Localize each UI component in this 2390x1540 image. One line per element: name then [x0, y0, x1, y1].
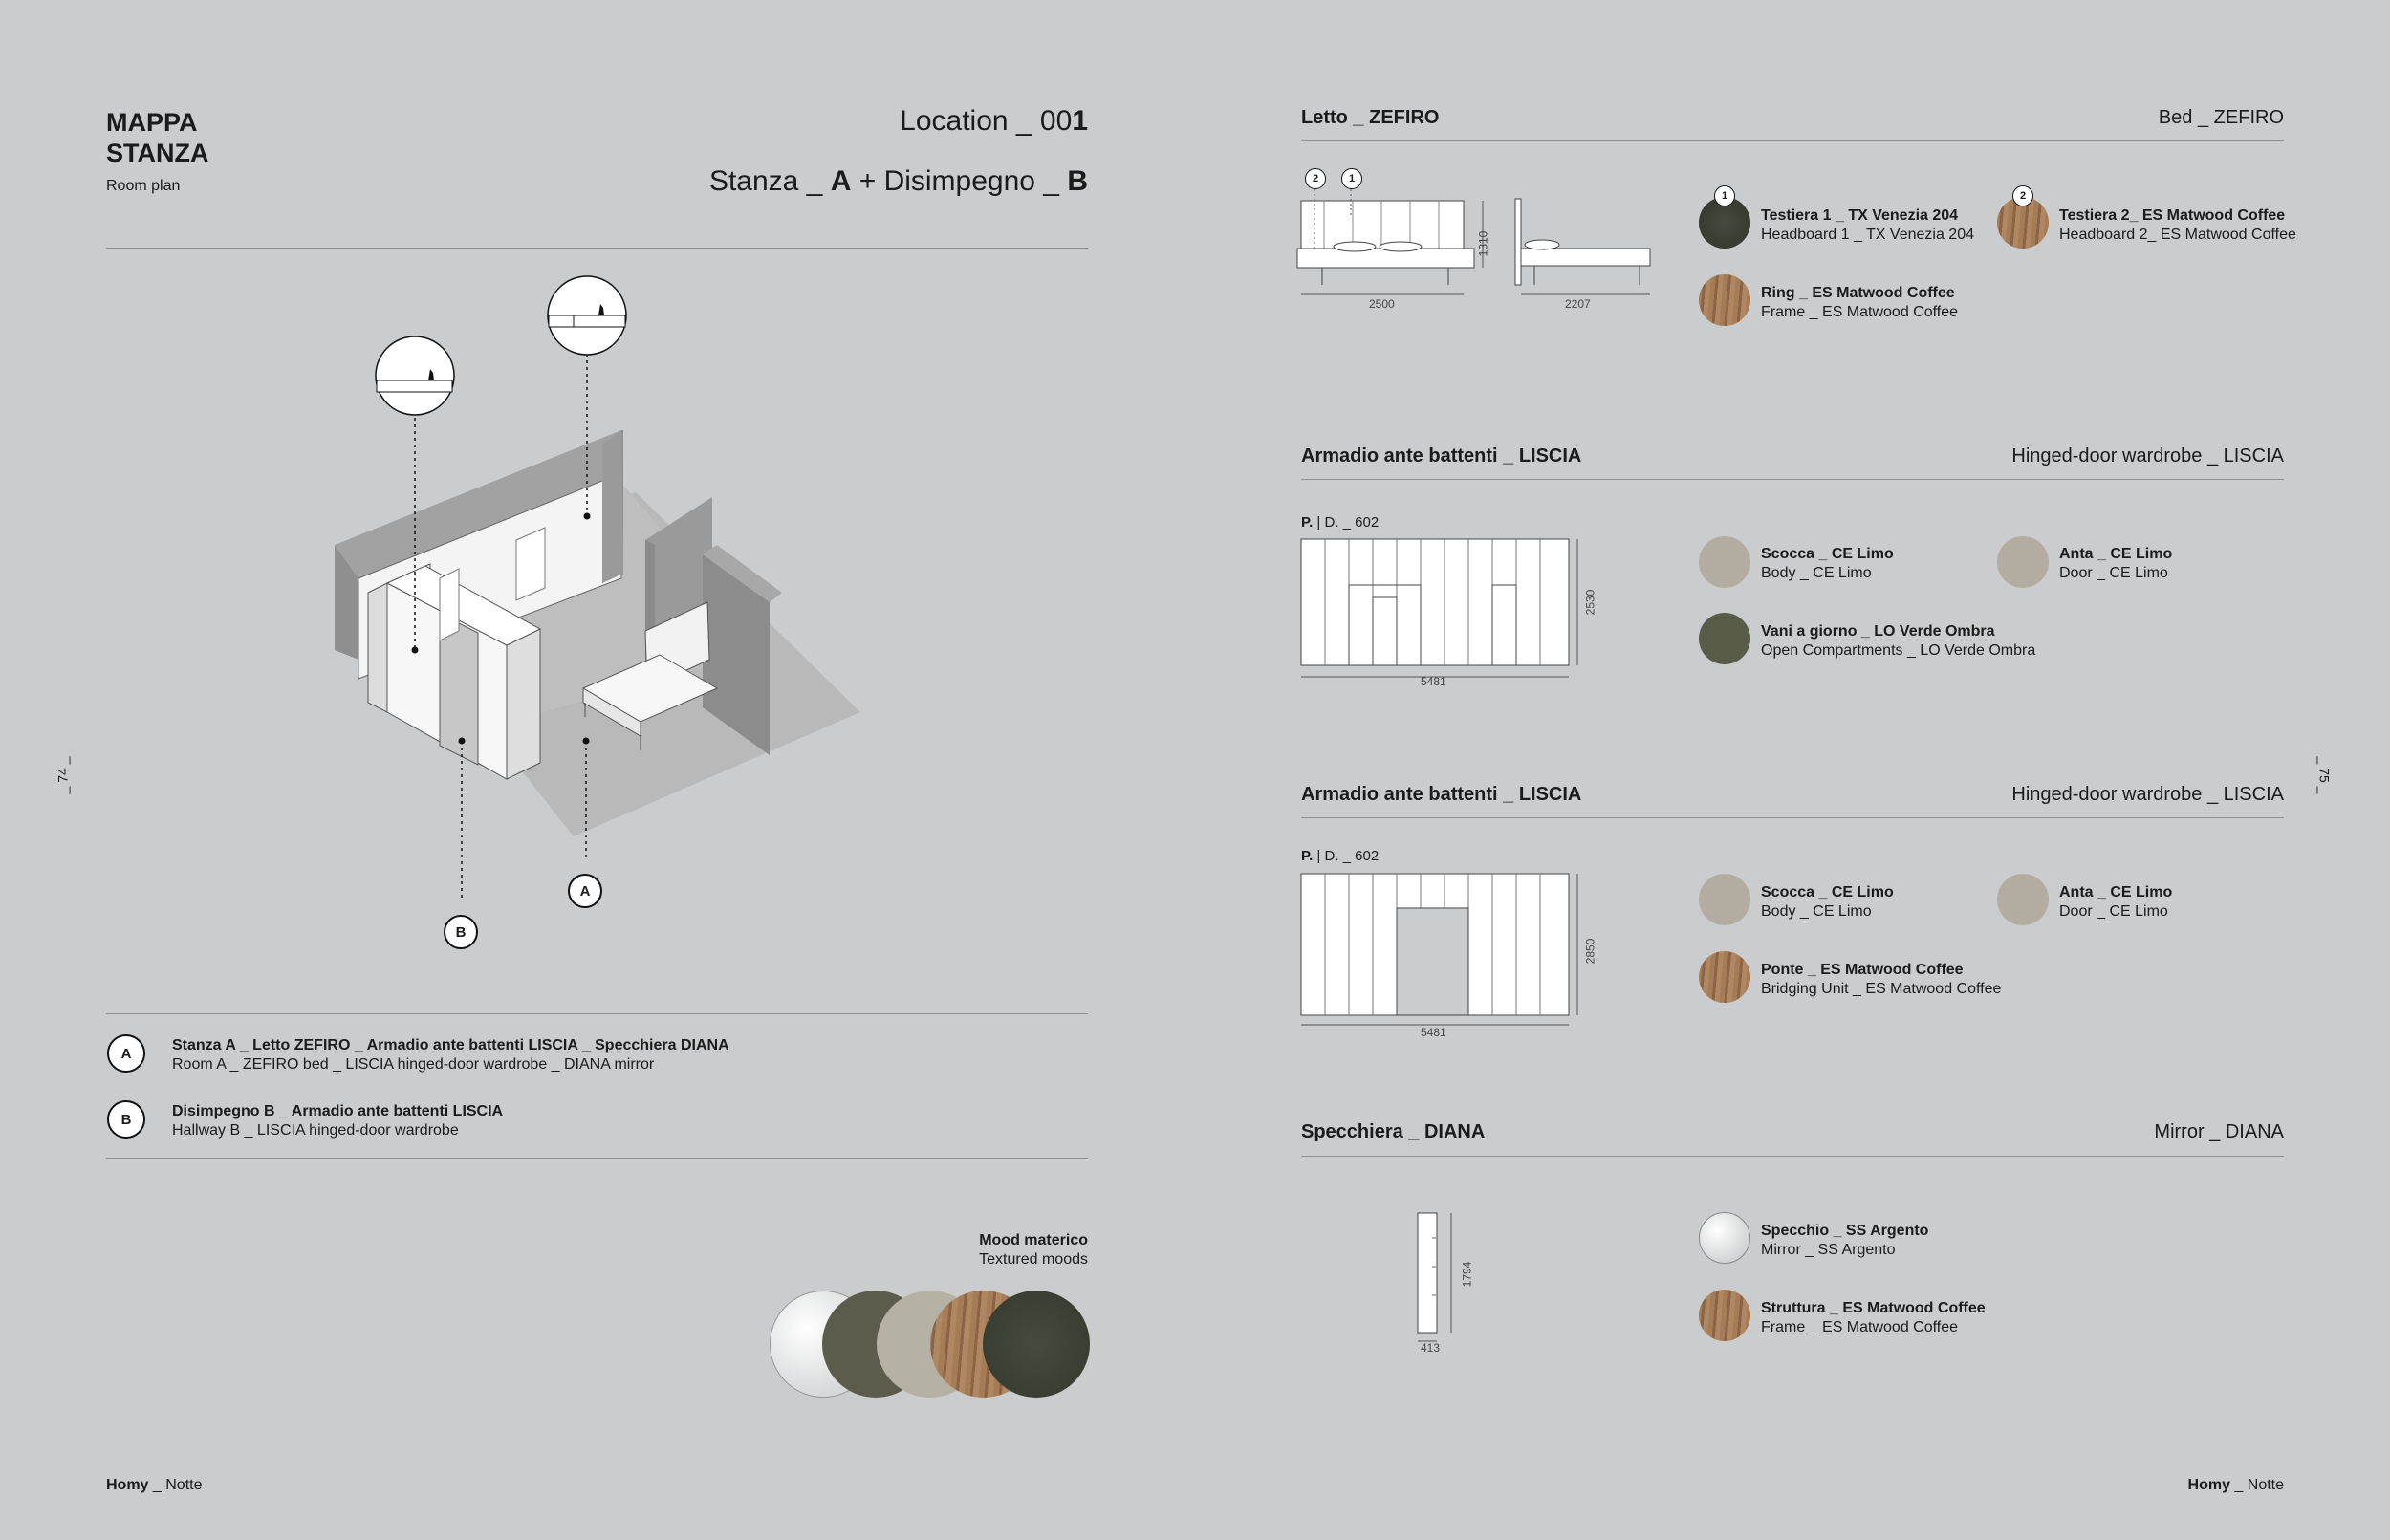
divider — [106, 1013, 1088, 1014]
swatch-matwood — [1699, 274, 1750, 326]
mood-swatches — [770, 1291, 1090, 1398]
legend-item-b — [172, 1103, 503, 1139]
swatch-marker-2: 2 — [2012, 185, 2033, 206]
footer-right — [2188, 1477, 2284, 1494]
material-sub: Door _ CE Limo — [2059, 565, 2168, 581]
material-title: Ring _ ES Matwood Coffee — [1761, 285, 1955, 301]
section-title-wardrobe: Armadio ante battenti _ LISCIA — [1301, 445, 1582, 466]
divider — [1301, 817, 2284, 818]
depth-label — [1301, 514, 1379, 531]
material-item — [1761, 285, 1958, 321]
material-item — [2059, 546, 2172, 582]
section-title-bed: Letto _ ZEFIRO — [1301, 107, 1440, 128]
location-prefix: Location _ 00 — [900, 105, 1073, 137]
material-item — [1761, 546, 1894, 582]
page-number-left: _ 74 _ — [54, 756, 71, 794]
plan-title — [106, 107, 209, 168]
stanza-a: A — [830, 165, 852, 197]
divider — [106, 248, 1088, 249]
mood-label — [979, 1232, 1088, 1269]
material-sub: Mirror _ SS Argento — [1761, 1242, 1896, 1258]
mood-swatch-venezia — [983, 1291, 1090, 1398]
section-title-mirror: Specchiera _ DIANA — [1301, 1121, 1486, 1142]
swatch-argento — [1699, 1212, 1750, 1264]
material-item — [1761, 207, 1974, 244]
bed-marker-1: 1 — [1341, 168, 1362, 189]
legend-title: Stanza A _ Letto ZEFIRO _ Armadio ante battenti LISCIA _ Specchiera DIANA — [172, 1037, 729, 1053]
wardrobe2-drawing — [1298, 870, 1585, 1032]
bed-dim-length: 2207 — [1565, 297, 1591, 311]
material-sub: Headboard 1 _ TX Venezia 204 — [1761, 227, 1974, 243]
stanza-b: B — [1067, 165, 1088, 197]
legend-sub: Hallway B _ LISCIA hinged-door wardrobe — [172, 1122, 459, 1139]
bed-dim-height: 1310 — [1476, 230, 1490, 257]
swatch-limo — [1997, 874, 2049, 925]
page-number-right: _ 75 _ — [2316, 756, 2333, 794]
legend-title: Disimpegno B _ Armadio ante battenti LISCIA — [172, 1103, 504, 1119]
divider — [1301, 479, 2284, 480]
mirror-dim-width: 413 — [1421, 1341, 1441, 1355]
material-title: Testiera 1 _ TX Venezia 204 — [1761, 207, 1959, 224]
location-number: 1 — [1072, 105, 1088, 137]
material-item — [2059, 884, 2172, 921]
depth-label-d: | D. _ 602 — [1313, 514, 1380, 531]
material-sub: Open Compartments _ LO Verde Ombra — [1761, 642, 2036, 659]
mood-title: Mood materico — [979, 1232, 1088, 1248]
material-item — [1761, 962, 2001, 998]
material-item — [1761, 884, 1894, 921]
swatch-matwood — [1699, 1290, 1750, 1341]
swatch-marker-1: 1 — [1714, 185, 1735, 206]
swatch-matwood — [1699, 951, 1750, 1003]
section-title-en-wardrobe: Hinged-door wardrobe _ LISCIA — [2011, 784, 2284, 805]
footer-section: _ Notte — [2229, 1477, 2284, 1493]
material-title: Scocca _ CE Limo — [1761, 884, 1894, 900]
material-title: Specchio _ SS Argento — [1761, 1223, 1929, 1239]
swatch-limo — [1699, 874, 1750, 925]
depth-label-p: P. — [1301, 848, 1314, 864]
material-title: Vani a giorno _ LO Verde Ombra — [1761, 623, 1995, 640]
mirror-dim-height: 1794 — [1460, 1261, 1474, 1288]
section-title-en-wardrobe: Hinged-door wardrobe _ LISCIA — [2011, 445, 2284, 466]
material-item — [1761, 1300, 1986, 1336]
material-sub: Door _ CE Limo — [2059, 903, 2168, 920]
depth-label — [1301, 848, 1379, 864]
bed-dim-width: 2500 — [1369, 297, 1395, 311]
material-sub: Body _ CE Limo — [1761, 565, 1872, 581]
section-title-en-mirror: Mirror _ DIANA — [2154, 1121, 2284, 1142]
section-title-en-bed: Bed _ ZEFIRO — [2158, 107, 2284, 128]
depth-label-p: P. — [1301, 514, 1314, 531]
wardrobe2-dim-width: 5481 — [1421, 1026, 1446, 1039]
section-title-wardrobe: Armadio ante battenti _ LISCIA — [1301, 784, 1582, 805]
swatch-limo — [1699, 536, 1750, 588]
footer-left — [106, 1477, 202, 1494]
material-title: Scocca _ CE Limo — [1761, 546, 1894, 562]
legend-tag-b: B — [107, 1100, 145, 1139]
room-isometric-drawing — [315, 268, 880, 965]
bed-marker-2: 2 — [1305, 168, 1326, 189]
material-item — [2059, 207, 2296, 244]
legend-sub: Room A _ ZEFIRO bed _ LISCIA hinged-door wardrobe _ DIANA mirror — [172, 1056, 655, 1073]
material-title: Testiera 2_ ES Matwood Coffee — [2059, 207, 2286, 224]
mood-sub: Textured moods — [979, 1251, 1088, 1268]
legend-item-a — [172, 1037, 729, 1074]
wardrobe1-dim-width: 5481 — [1421, 675, 1446, 688]
wardrobe1-dim-height: 2530 — [1583, 589, 1597, 616]
location-label — [900, 105, 1088, 138]
tag-a: A — [568, 874, 602, 908]
stanza-plus: + Disimpegno _ — [851, 165, 1068, 197]
stanza-label — [709, 165, 1088, 198]
swatch-limo — [1997, 536, 2049, 588]
material-item — [1761, 623, 2035, 660]
footer-brand: Homy — [106, 1477, 149, 1493]
footer-section: _ Notte — [148, 1477, 203, 1493]
wardrobe2-dim-height: 2850 — [1583, 938, 1597, 965]
material-title: Ponte _ ES Matwood Coffee — [1761, 962, 1964, 978]
stanza-text: Stanza _ — [708, 165, 831, 197]
material-item — [1761, 1223, 1928, 1259]
swatch-verde-ombra — [1699, 613, 1750, 664]
divider — [1301, 140, 2284, 141]
material-title: Anta _ CE Limo — [2059, 546, 2173, 562]
footer-brand: Homy — [2187, 1477, 2230, 1493]
divider — [1301, 1156, 2284, 1157]
material-sub: Frame _ ES Matwood Coffee — [1761, 304, 1959, 320]
material-title: Anta _ CE Limo — [2059, 884, 2173, 900]
material-title: Struttura _ ES Matwood Coffee — [1761, 1300, 1986, 1316]
material-sub: Body _ CE Limo — [1761, 903, 1872, 920]
plan-title-line2: STANZA — [106, 139, 209, 167]
material-sub: Frame _ ES Matwood Coffee — [1761, 1319, 1959, 1335]
tag-b: B — [444, 915, 478, 949]
legend-tag-a: A — [107, 1034, 145, 1073]
material-sub: Headboard 2_ ES Matwood Coffee — [2059, 227, 2296, 243]
depth-label-d: | D. _ 602 — [1313, 848, 1380, 864]
plan-title-line1: MAPPA — [106, 108, 198, 137]
material-sub: Bridging Unit _ ES Matwood Coffee — [1761, 981, 2002, 997]
plan-subtitle: Room plan — [106, 178, 181, 194]
wardrobe1-drawing — [1298, 535, 1585, 688]
divider — [106, 1158, 1088, 1159]
